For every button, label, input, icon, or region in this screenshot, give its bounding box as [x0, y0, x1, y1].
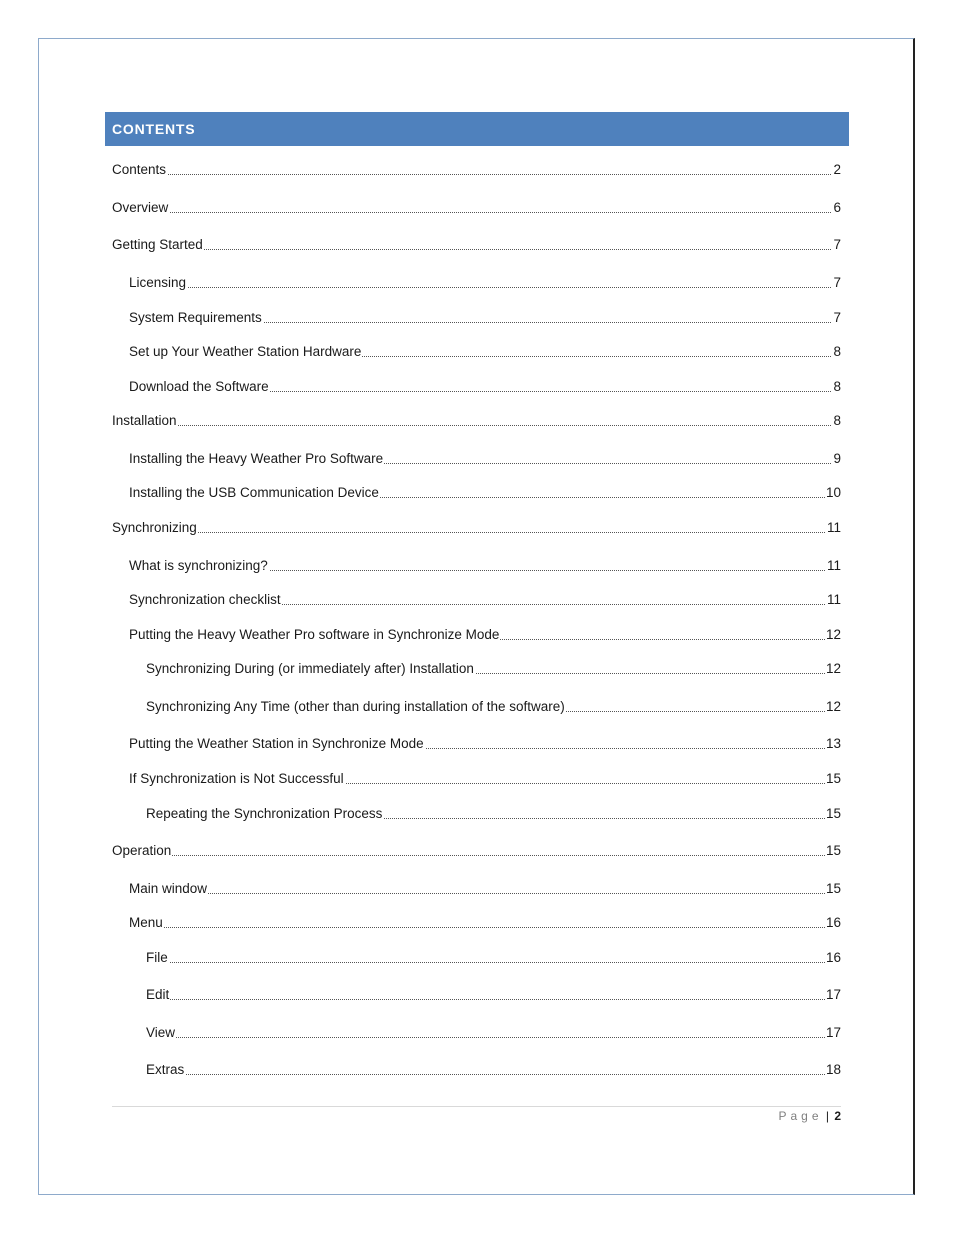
- toc-dot-leader: [146, 1074, 841, 1075]
- toc-entry-page: 15: [825, 843, 841, 858]
- toc-entry-title: System Requirements: [129, 310, 262, 325]
- toc-entry-page: 2: [833, 162, 841, 177]
- footer-page-number: 2: [834, 1109, 841, 1123]
- toc-entry-title: Repeating the Synchronization Process: [146, 806, 383, 821]
- toc-entry-sync-not-successful[interactable]: [129, 770, 841, 788]
- toc-entry-station-sync-mode[interactable]: [129, 735, 841, 753]
- toc-dot-leader: [112, 212, 841, 213]
- toc-entry-title: What is synchronizing?: [129, 558, 268, 573]
- toc-entry-page: 13: [825, 736, 841, 751]
- toc-entry-title: Extras: [146, 1062, 185, 1077]
- toc-dot-leader: [146, 999, 841, 1000]
- toc-entry-page: 6: [833, 200, 841, 215]
- toc-entry-page: 10: [825, 485, 841, 500]
- toc-entry-getting-started[interactable]: [112, 236, 841, 254]
- contents-heading: CONTENTS: [105, 112, 849, 146]
- toc-entry-title: Installing the Heavy Weather Pro Software: [129, 451, 384, 466]
- toc-entry-page: 8: [833, 344, 841, 359]
- toc-entry-installing-software[interactable]: [129, 450, 841, 468]
- toc-entry-title: Operation: [112, 843, 172, 858]
- toc-entry-title: Main window: [129, 881, 208, 896]
- toc-entry-page: 9: [833, 451, 841, 466]
- toc-entry-page: 8: [833, 379, 841, 394]
- toc-dot-leader: [129, 287, 841, 288]
- toc-entry-page: 16: [825, 915, 841, 930]
- toc-entry-title: Synchronizing Any Time (other than during installation of the software): [146, 699, 565, 714]
- toc-entry-overview[interactable]: [112, 199, 841, 217]
- toc-entry-title: Putting the Weather Station in Synchronize Mode: [129, 736, 424, 751]
- toc-entry-title: Synchronizing During (or immediately after) Installation: [146, 661, 474, 676]
- toc-entry-file[interactable]: [146, 949, 841, 967]
- toc-entry-title: Edit: [146, 987, 170, 1002]
- toc-entry-title: View: [146, 1025, 176, 1040]
- toc-entry-page: 7: [833, 310, 841, 325]
- toc-entry-sync-any-time[interactable]: [146, 698, 841, 716]
- toc-entry-extras[interactable]: [146, 1061, 841, 1079]
- toc-entry-page: 15: [825, 806, 841, 821]
- toc-entry-download-software[interactable]: [129, 378, 841, 396]
- toc-entry-title: Synchronizing: [112, 520, 197, 535]
- toc-entry-operation[interactable]: [112, 842, 841, 860]
- toc-entry-title: File: [146, 950, 168, 965]
- toc-entry-title: Getting Started: [112, 237, 203, 252]
- toc-dot-leader: [112, 249, 841, 250]
- toc-entry-title: If Synchronization is Not Successful: [129, 771, 344, 786]
- toc-entry-page: 8: [833, 413, 841, 428]
- toc-entry-title: Download the Software: [129, 379, 269, 394]
- toc-dot-leader: [112, 532, 841, 533]
- toc-entry-system-requirements[interactable]: [129, 309, 841, 327]
- toc-entry-view[interactable]: [146, 1024, 841, 1042]
- page-footer: [778, 1108, 841, 1124]
- toc-entry-sync-during-installation[interactable]: [146, 660, 841, 678]
- toc-entry-title: Contents: [112, 162, 167, 177]
- toc-entry-contents[interactable]: [112, 161, 841, 179]
- toc-entry-title: Putting the Heavy Weather Pro software in Synchronize Mode: [129, 627, 500, 642]
- toc-entry-page: 11: [826, 558, 841, 573]
- toc-entry-title: Installing the USB Communication Device: [129, 485, 379, 500]
- toc-entry-page: 12: [825, 661, 841, 676]
- toc-entry-installing-usb[interactable]: [129, 484, 841, 502]
- toc-entry-page: 7: [833, 275, 841, 290]
- toc-entry-page: 17: [825, 987, 841, 1002]
- toc-dot-leader: [129, 893, 841, 894]
- toc-entry-title: Installation: [112, 413, 177, 428]
- toc-entry-page: 15: [825, 771, 841, 786]
- toc-entry-page: 12: [825, 627, 841, 642]
- toc-entry-edit[interactable]: [146, 986, 841, 1004]
- toc-entry-installation[interactable]: [112, 412, 841, 430]
- footer-page-label: Page: [778, 1109, 823, 1123]
- toc-entry-page: 12: [825, 699, 841, 714]
- toc-entry-page: 18: [825, 1062, 841, 1077]
- toc-dot-leader: [112, 425, 841, 426]
- toc-entry-setup-hardware[interactable]: [129, 343, 841, 361]
- toc-entry-title: Menu: [129, 915, 163, 930]
- footer-separator: |: [825, 1109, 829, 1123]
- toc-entry-menu[interactable]: [129, 914, 841, 932]
- toc-entry-title: Licensing: [129, 275, 187, 290]
- toc-dot-leader: [112, 174, 841, 175]
- footer-divider: [112, 1106, 841, 1107]
- toc-dot-leader: [129, 927, 841, 928]
- toc-dot-leader: [146, 1037, 841, 1038]
- toc-entry-repeating-sync[interactable]: [146, 805, 841, 823]
- toc-entry-title: Overview: [112, 200, 169, 215]
- toc-entry-what-is-synchronizing[interactable]: [129, 557, 841, 575]
- toc-entry-synchronizing[interactable]: [112, 519, 841, 537]
- toc-entry-page: 11: [826, 592, 841, 607]
- toc-entry-main-window[interactable]: [129, 880, 841, 898]
- toc-entry-page: 17: [825, 1025, 841, 1040]
- toc-entry-page: 7: [833, 237, 841, 252]
- toc-entry-software-sync-mode[interactable]: [129, 626, 841, 644]
- toc-entry-title: Set up Your Weather Station Hardware: [129, 344, 362, 359]
- toc-entry-licensing[interactable]: [129, 274, 841, 292]
- toc-entry-sync-checklist[interactable]: [129, 591, 841, 609]
- toc-entry-title: Synchronization checklist: [129, 592, 281, 607]
- toc-dot-leader: [146, 962, 841, 963]
- toc-entry-page: 16: [825, 950, 841, 965]
- toc-entry-page: 15: [825, 881, 841, 896]
- toc-dot-leader: [112, 855, 841, 856]
- toc-entry-page: 11: [826, 520, 841, 535]
